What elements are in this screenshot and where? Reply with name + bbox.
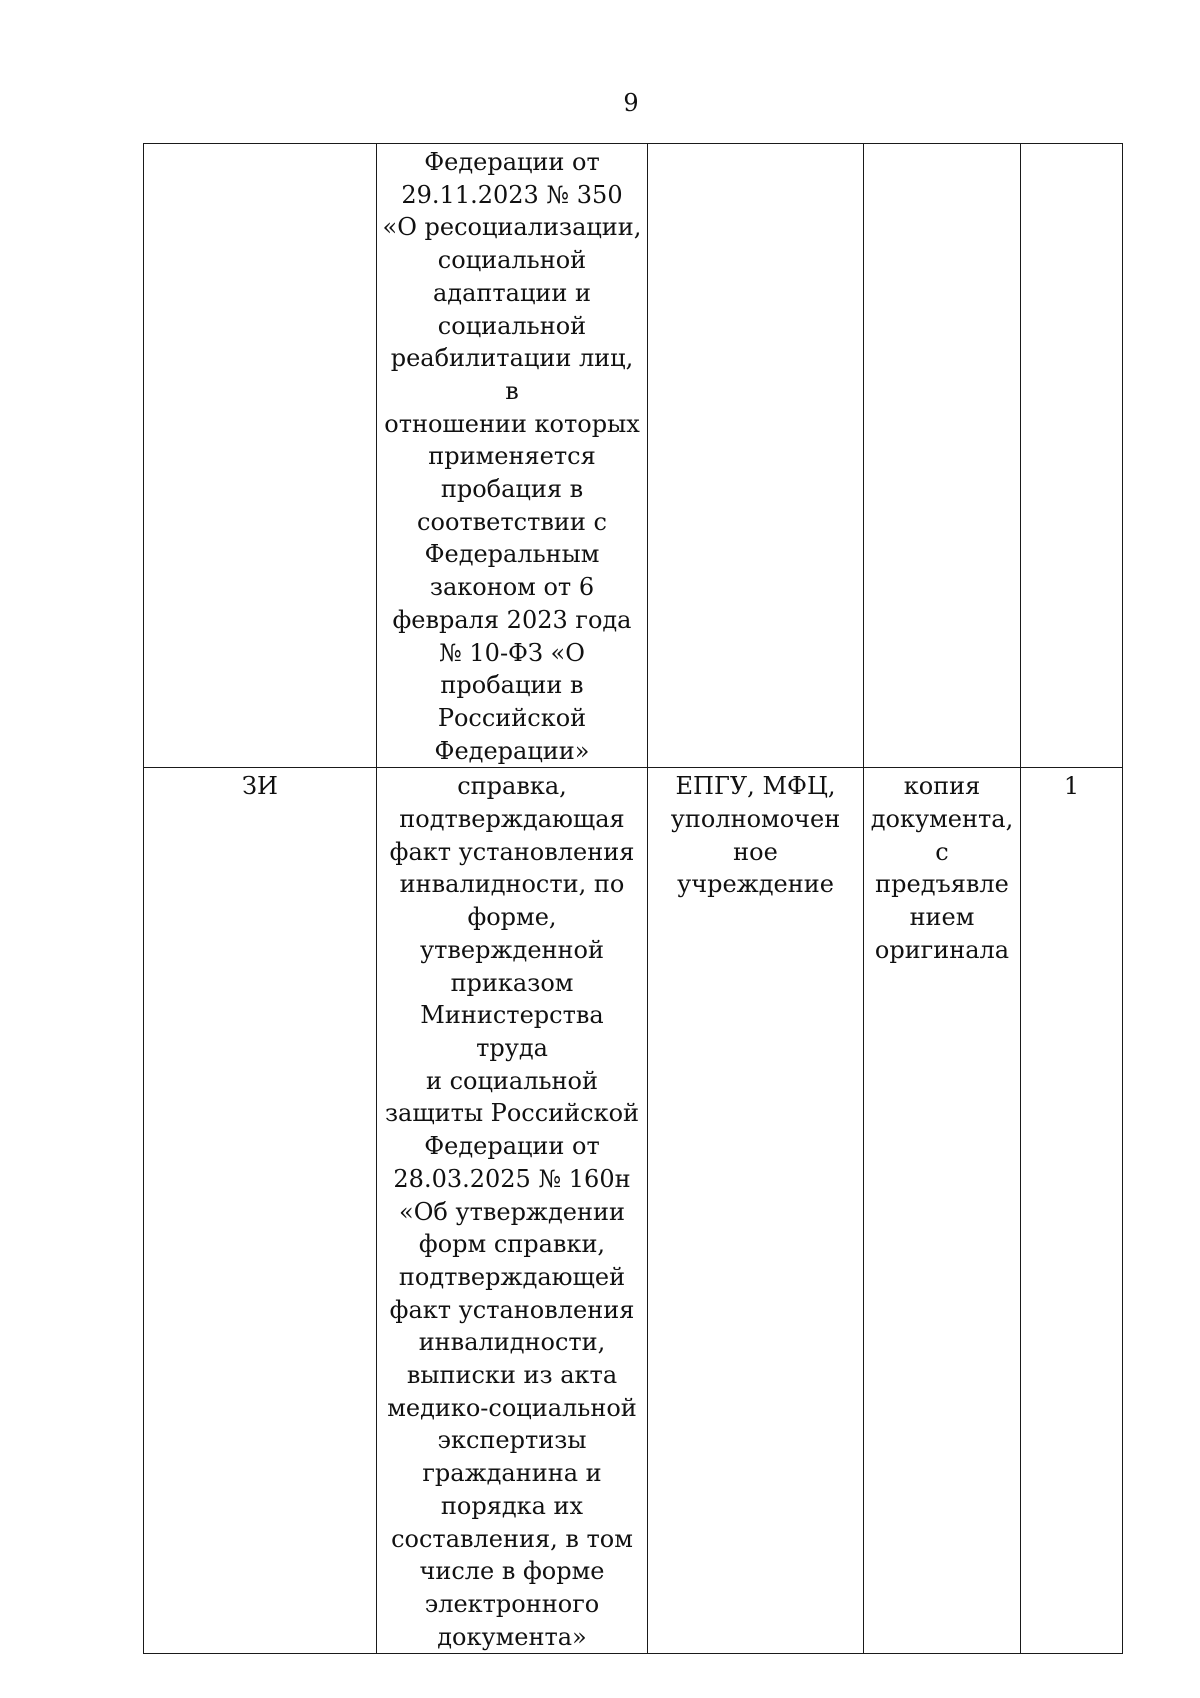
documents-table [143, 143, 1123, 1654]
table-row [144, 144, 1123, 768]
cell-document [377, 768, 648, 1654]
cell-count-text: 1 [1063, 772, 1080, 801]
table-row [144, 768, 1123, 1654]
cell-source [648, 768, 864, 1654]
cell-code [144, 144, 377, 768]
page-number: 9 [623, 89, 639, 117]
cell-form-text: копия документа, с предъявле нием оригинала [870, 772, 1014, 964]
cell-count [1021, 144, 1123, 768]
cell-code [144, 768, 377, 1654]
cell-source-text: ЕПГУ, МФЦ, уполномочен ное учреждение [670, 772, 841, 899]
cell-form [864, 144, 1021, 768]
cell-document-text: Федерации от 29.11.2023 № 350 «О ресоциализации, социальной адаптации и социальной реабилитации лиц, в отношении которых применяется пробация в соответствии с Федеральным законом от 6 февраля 2023 года № 10-ФЗ «О пробации в Российской Федерации» [382, 148, 642, 765]
cell-code-text: ЗИ [242, 772, 278, 801]
cell-source [648, 144, 864, 768]
cell-count [1021, 768, 1123, 1654]
cell-document-text: справка, подтверждающая факт установления инвалидности, по форме, утвержденной приказом Министерства труда и социальной защиты Российской Федерации от 28.03.2025 № 160н «Об утверждении форм справки, подтверждающей факт установления инвалидности, выписки из акта медико-социальной экспертизы гражданина и порядка их составления, в том числе в форме электронного документа» [384, 772, 640, 1651]
cell-form [864, 768, 1021, 1654]
cell-document [377, 144, 648, 768]
